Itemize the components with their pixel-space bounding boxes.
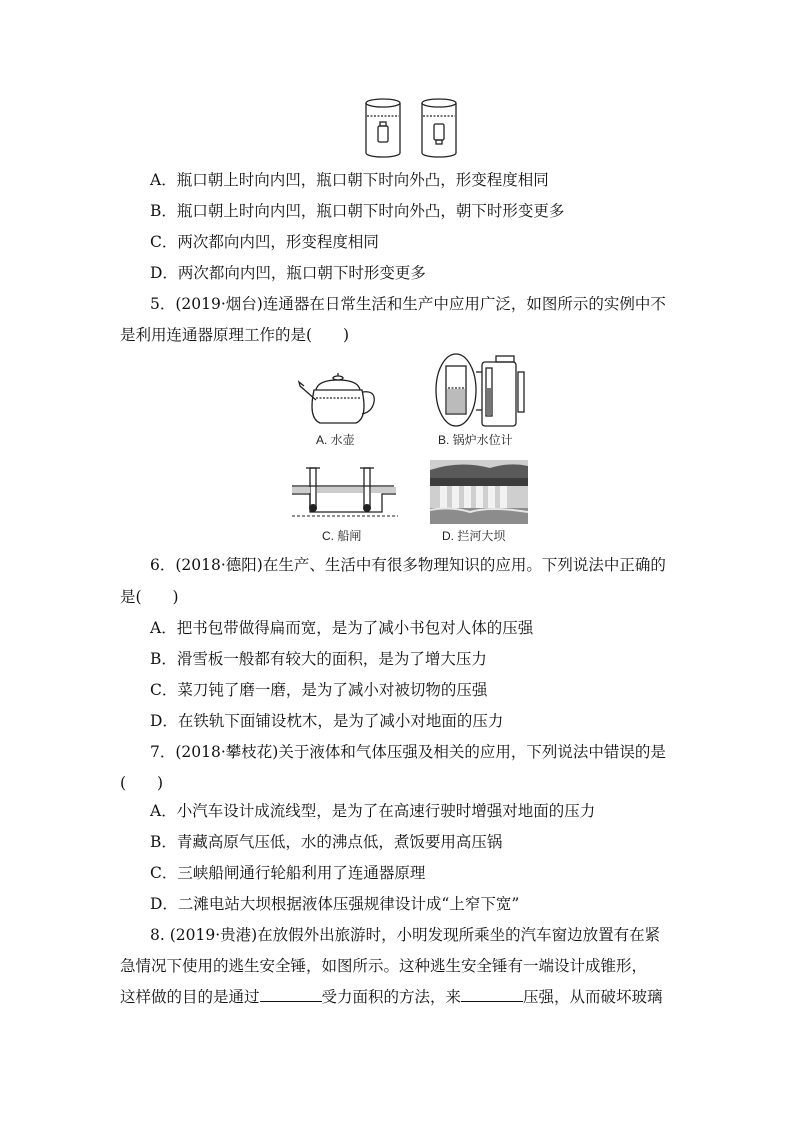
q7-option-a: A．小汽车设计成流线型，是为了在高速行驶时增强对地面的压力: [150, 802, 596, 820]
dam-photo: [430, 460, 528, 524]
q7-option-c: C．三峡船闸通行轮船利用了连通器原理: [150, 864, 426, 882]
q8-stem-line1: 8. (2019·贵港)在放假外出旅游时，小明发现所乘坐的汽车窗边放置有在紧: [150, 926, 661, 944]
q8-line3-part1: 这样做的目的是通过: [120, 988, 260, 1006]
q6-option-c: C．菜刀钝了磨一磨，是为了减小对被切物的压强: [150, 681, 488, 699]
caption-d: D. 拦河大坝: [442, 529, 506, 543]
caption-c: C. 船闸: [322, 529, 362, 543]
q6-option-b: B．滑雪板一般都有较大的面积，是为了增大压力: [150, 650, 487, 668]
q7-option-b: B．青藏高原气压低，水的沸点低，煮饭要用高压锅: [150, 833, 503, 851]
q6-stem-line1: 6．(2018·德阳)在生产、生活中有很多物理知识的应用。下列说法中正确的: [150, 556, 666, 574]
q8-stem-line2: 急情况下使用的逃生安全锤，如图所示。这种逃生安全锤有一端设计成锥形，: [120, 957, 648, 975]
q6-option-a: A．把书包带做得扁而宽，是为了减小书包对人体的压强: [150, 619, 534, 637]
q7-stem-line2: ( ): [120, 774, 164, 792]
q8-blank-1[interactable]: [260, 987, 322, 1002]
q4-option-b: B．瓶口朝上时向内凹，瓶口朝下时向外凸，朝下时形变更多: [150, 202, 565, 220]
q8-line3-part2: 受力面积的方法，来: [321, 988, 462, 1006]
q4-option-d: D．两次都向内凹，瓶口朝下时形变更多: [150, 264, 426, 282]
q5-stem-line1: 5．(2019·烟台)连通器在日常生活和生产中应用广泛，如图所示的实例中不: [150, 295, 666, 313]
kettle-figure: [296, 368, 380, 428]
q7-option-d: D．二滩电站大坝根据液体压强规律设计成“上窄下宽”: [150, 895, 520, 913]
q6-stem-line2: 是( ): [120, 588, 179, 606]
q5-stem-line2: 是利用连通器原理工作的是( ): [120, 326, 350, 344]
q7-stem-line1: 7．(2018·攀枝花)关于液体和气体压强及相关的应用，下列说法中错误的是: [150, 743, 666, 761]
cylinders-figure: [362, 96, 462, 160]
ship-lock-figure: [290, 460, 400, 524]
q8-blank-2[interactable]: [461, 987, 523, 1002]
q4-option-a: A．瓶口朝上时向内凹，瓶口朝下时向外凸，形变程度相同: [150, 171, 549, 189]
q6-option-d: D．在铁轨下面铺设枕木，是为了减小对地面的压力: [150, 712, 504, 730]
caption-b: B. 锅炉水位计: [438, 433, 513, 447]
q4-option-c: C．两次都向内凹，形变程度相同: [150, 233, 379, 251]
q8-line3-part3: 压强，从而破坏玻璃: [523, 988, 663, 1006]
boiler-figure: [434, 352, 528, 430]
caption-a: A. 水壶: [316, 433, 355, 447]
q8-stem-line3: [120, 987, 663, 1007]
